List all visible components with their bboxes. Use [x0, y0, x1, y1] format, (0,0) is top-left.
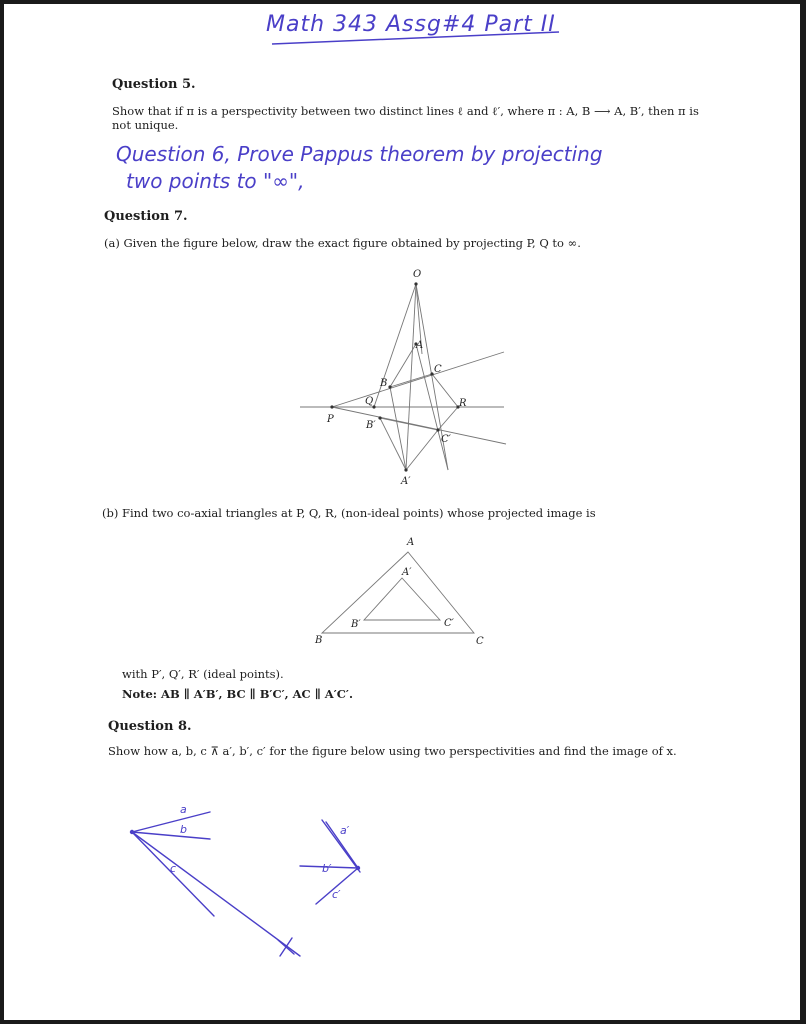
q7-heading: Question 7. [104, 209, 188, 224]
q5-text-line2: not unique. [112, 118, 179, 132]
page-title: Math 343 Assg#4 Part II [266, 12, 556, 37]
q7-with-line: with P′, Q′, R′ (ideal points). [122, 667, 284, 681]
q5-heading: Question 5. [112, 77, 196, 92]
fig1-label-P: P [327, 414, 334, 425]
fig2-label-Aprime: A′ [402, 567, 412, 578]
fig1-label-Cprime: C′ [441, 434, 451, 445]
q6-handwritten-line2: two points to "∞", [126, 169, 305, 193]
fig2-label-Cprime: C′ [444, 618, 454, 629]
fig1-label-R: R [459, 398, 467, 409]
fig1-label-C: C [434, 364, 442, 375]
q6-handwritten-line1: Question 6, Prove Pappus theorem by projecting [116, 142, 603, 166]
figure-handdrawn-pencils [4, 4, 800, 1020]
document-page [4, 4, 800, 1020]
fig2-label-C: C [476, 636, 484, 647]
fig3-label-a: a [180, 803, 187, 816]
fig3-label-b: b [180, 823, 187, 836]
fig2-label-Bprime: B′ [351, 619, 361, 630]
fig2-label-B: B [315, 635, 323, 646]
q7-note: Note: AB ∥ A′B′, BC ∥ B′C′, AC ∥ A′C′. [122, 687, 353, 701]
fig1-label-A: A [416, 340, 424, 351]
fig1-label-O: O [413, 269, 422, 280]
q8-text: Show how a, b, c ⊼ a′, b′, c′ for the figure below using two perspectivities and find the image of x. [108, 744, 677, 758]
fig1-label-Aprime: A′ [401, 476, 411, 487]
fig3-label-cprime: c′ [332, 888, 341, 901]
fig1-label-Q: Q [365, 396, 374, 407]
fig1-label-Bprime: B′ [366, 420, 376, 431]
q7-part-a: (a) Given the figure below, draw the exact figure obtained by projecting P, Q to ∞. [104, 236, 581, 250]
q8-heading: Question 8. [108, 719, 192, 734]
fig3-label-aprime: a′ [340, 824, 350, 837]
fig1-label-B: B [380, 378, 388, 389]
fig3-label-bprime: b′ [322, 862, 332, 875]
fig2-label-A: A [407, 537, 415, 548]
q5-text-line1: Show that if π is a perspectivity between two distinct lines ℓ and ℓ′, where π : A, B ⟶ A, B′, then π is [112, 104, 699, 118]
fig3-label-c: c [170, 862, 177, 875]
q7-part-b: (b) Find two co-axial triangles at P, Q, R, (non-ideal points) whose projected image is [102, 506, 596, 520]
